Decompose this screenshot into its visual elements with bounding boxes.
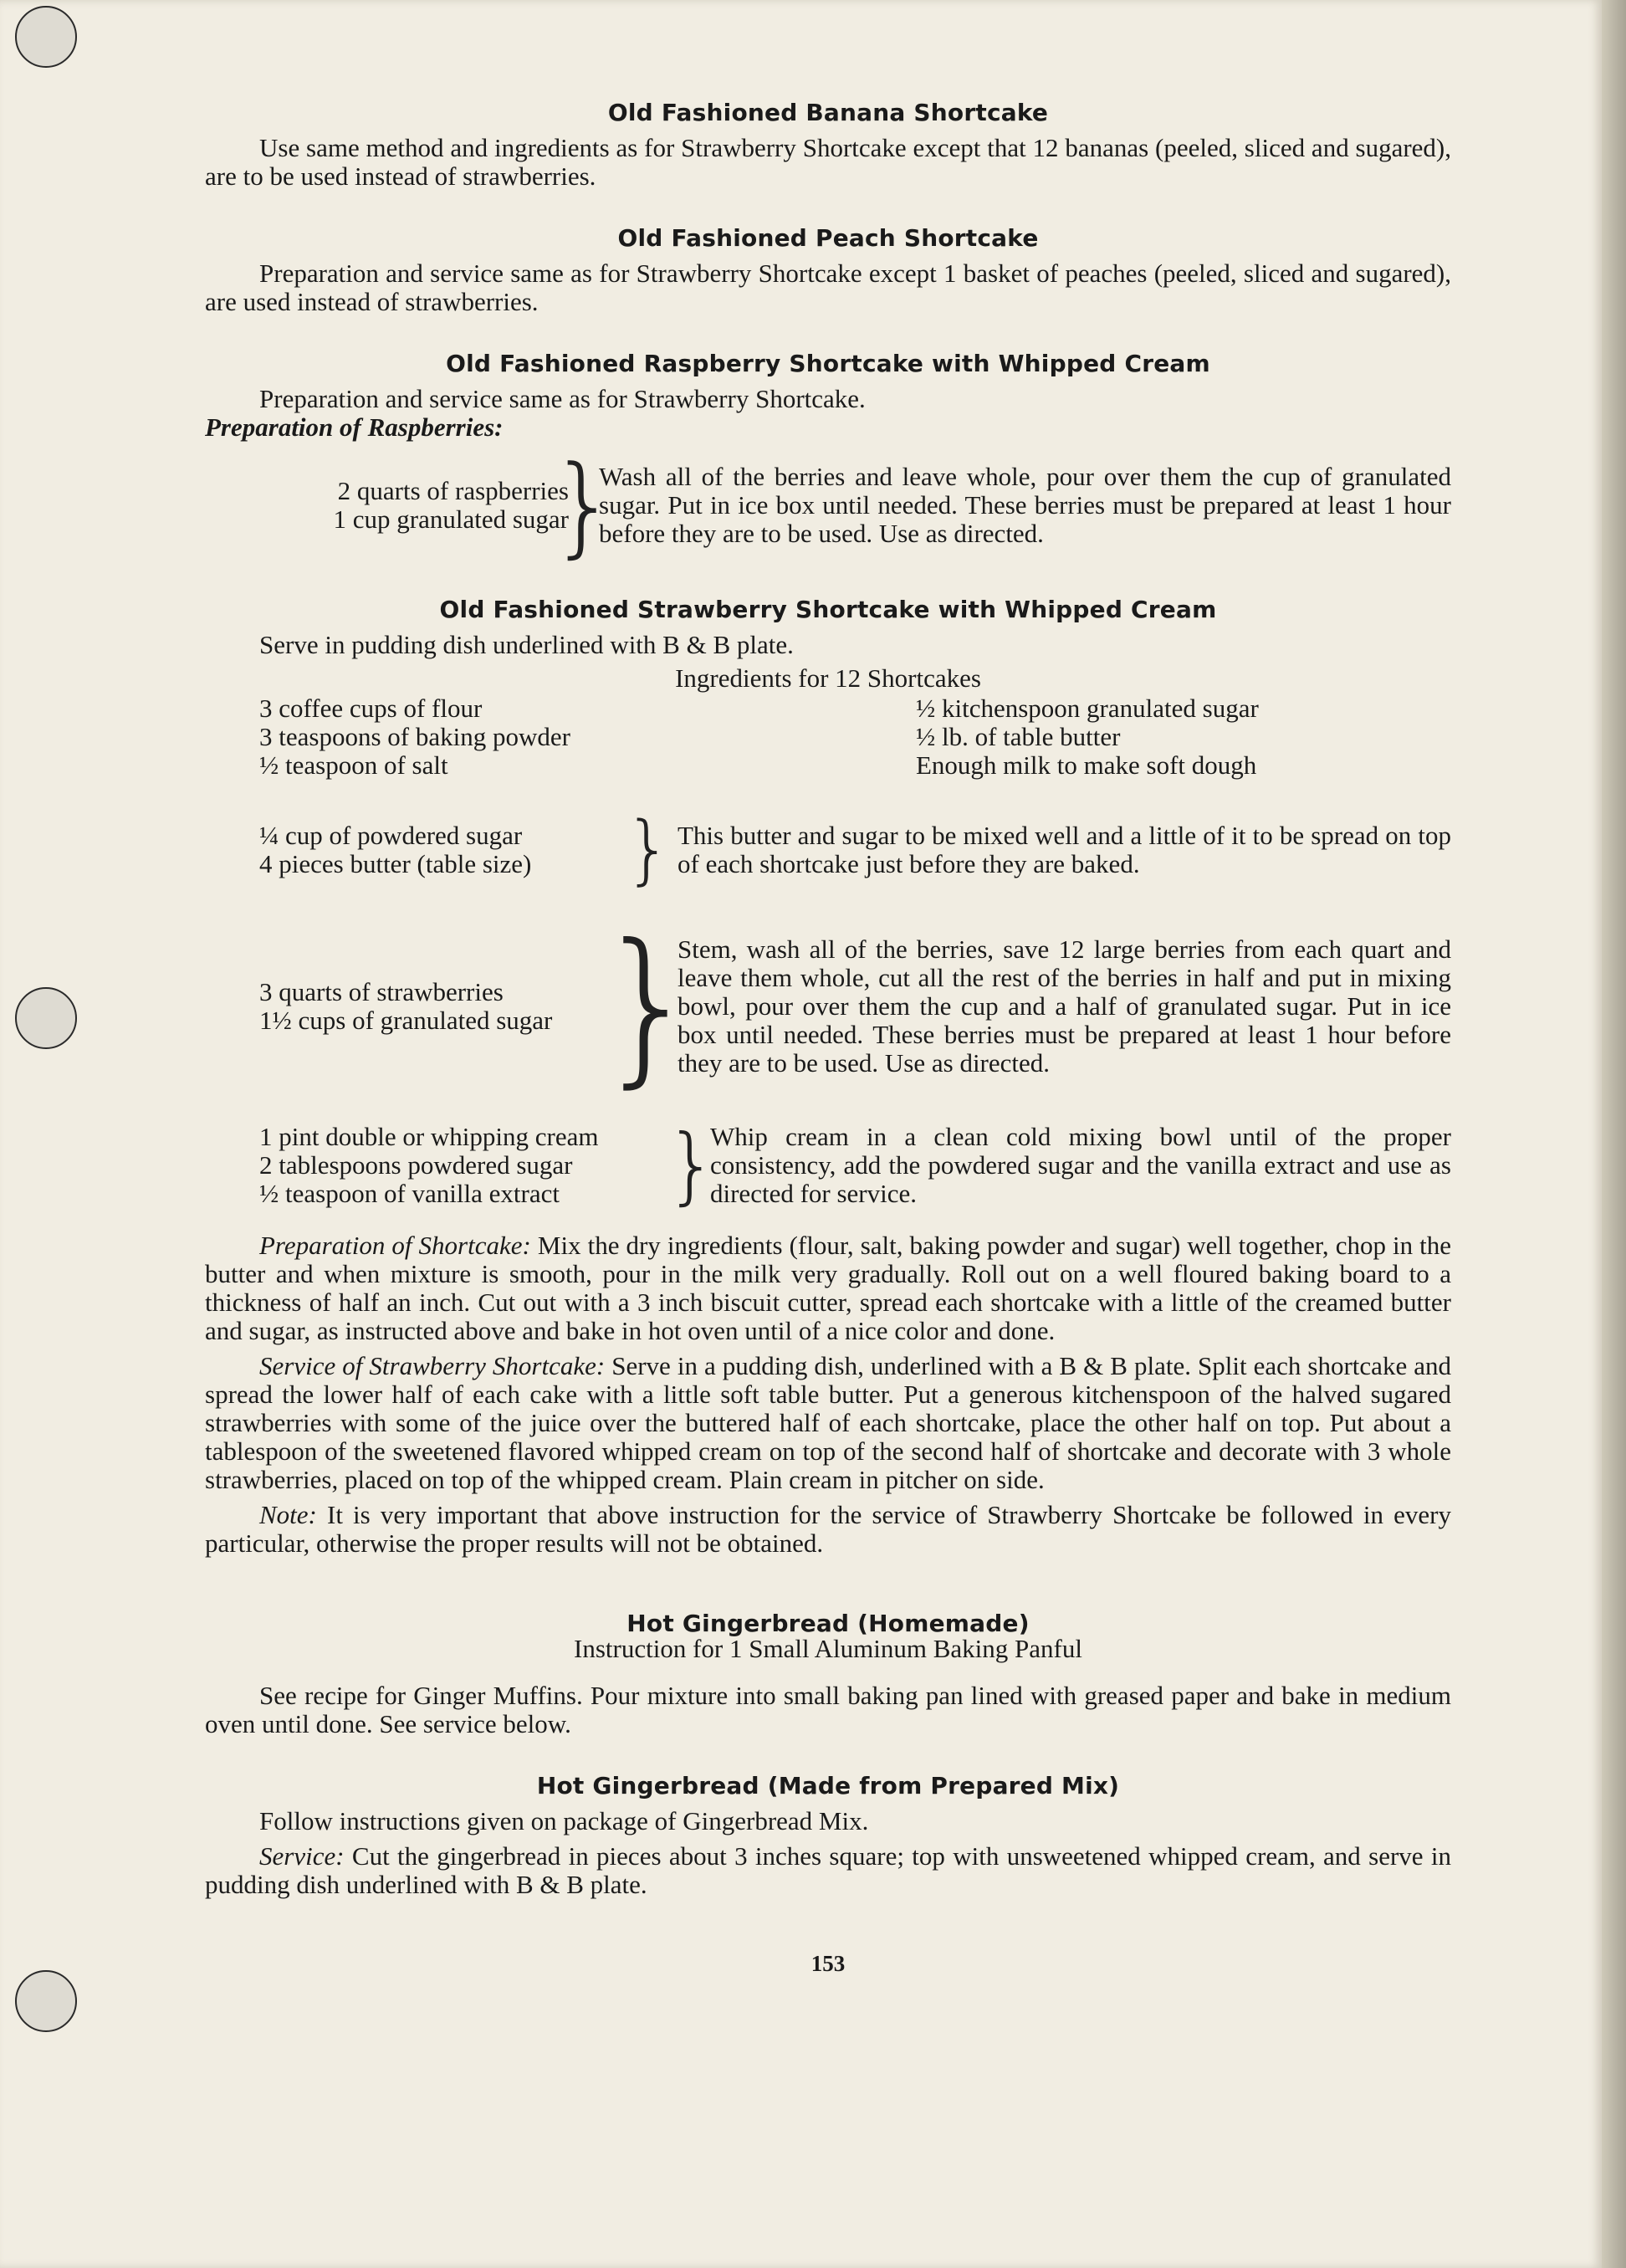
ingredient-item: ½ teaspoon of vanilla extract	[259, 1179, 560, 1208]
note-text: It is very important that above instruction for the service of Strawberry Shortcake be followed in every particular, otherwise the proper results will not be obtained.	[205, 1500, 1451, 1558]
instruction-text: Whip cream in a clean cold mixing bowl until of the proper consistency, add the powdered sugar and the vanilla extract and use as directed for service.	[710, 1122, 1451, 1208]
service-label: Service of Strawberry Shortcake:	[259, 1351, 606, 1380]
strawberry-block	[205, 909, 1451, 1103]
prep-paragraph	[205, 1231, 1451, 1345]
section-title: Old Fashioned Banana Shortcake	[607, 99, 1049, 126]
section-text: Preparation and service same as for Strawberry Shortcake except 1 basket of peaches (peeled, sliced and sugared), are used instead of strawberries.	[205, 259, 1451, 316]
binder-hole	[15, 6, 77, 68]
section-title: Old Fashioned Raspberry Shortcake with Whipped Cream	[446, 350, 1210, 377]
brace-icon: }	[549, 442, 619, 569]
ingredient-item: 2 tablespoons powdered sugar	[259, 1150, 573, 1180]
section-title: Old Fashioned Strawberry Shortcake with Whipped Cream	[439, 596, 1217, 623]
section-text: See recipe for Ginger Muffins. Pour mixture into small baking pan lined with greased paper and bake in medium oven until done. See service below.	[205, 1681, 1451, 1738]
page-content	[205, 99, 1451, 1978]
ingredient-item: 3 coffee cups of flour	[259, 694, 483, 723]
section-subtitle: Instruction for 1 Small Aluminum Baking Panful	[574, 1634, 1082, 1663]
prep-text: Mix the dry ingredients (flour, salt, baking powder and sugar) well together, chop in the butter and when mixture is smooth, pour in the milk very gradually. Roll out on a well floured baking board to a thickness of half an inch. Cut out with a 3 inch biscuit cutter, spread each shortcake with a little of the creamed butter and sugar, as instructed above and bake in hot oven until of a nice color and done.	[205, 1231, 1451, 1345]
ingredient-item: 1 pint double or whipping cream	[259, 1122, 599, 1151]
ingredient-item: ¼ cup of powdered sugar	[259, 821, 523, 850]
ingredient-list	[205, 477, 569, 534]
service-paragraph	[205, 1352, 1451, 1494]
section-text: Use same method and ingredients as for Strawberry Shortcake except that 12 bananas (peeled, sliced and sugared), are to be used instead of strawberries.	[205, 133, 1451, 191]
ingredient-item: 3 teaspoons of baking powder	[259, 722, 570, 751]
service-text: Serve in a pudding dish, underlined with a B & B plate. Split each shortcake and spread the lower half of each cake with a little soft table butter. Put a generous kitchenspoon of the halved sugared strawberries with some of the juice over the buttered half of each shortcake, place the other half on top. Put about a tablespoon of the sweetened flavored whipped cream on top of the second half of shortcake and decorate with 3 whole strawberries, placed on top of the whipped cream. Plain cream in pitcher on side.	[205, 1351, 1451, 1494]
service-paragraph	[205, 1842, 1451, 1899]
section-intro: Serve in pudding dish underlined with B & B plate.	[259, 630, 794, 659]
ingredient-item: ½ lb. of table butter	[916, 722, 1121, 751]
ingredients-title: Ingredients for 12 Shortcakes	[675, 663, 981, 693]
binder-hole	[15, 987, 77, 1049]
note-paragraph	[205, 1501, 1451, 1558]
prep-label: Preparation of Shortcake:	[259, 1231, 531, 1260]
section-title: Hot Gingerbread (Homemade)	[626, 1610, 1030, 1637]
instruction-text: Stem, wash all of the berries, save 12 large berries from each quart and leave them whole, cut all the rest of the berries in half and put in mixing bowl, pour over them the cup and a half of granulated sugar. Put in ice box until needed. These berries must be prepared at least 1 hour before they are to be used. Use as directed.	[678, 934, 1451, 1078]
ingredients-left	[205, 694, 841, 780]
ingredients-right	[916, 694, 1451, 780]
brace-icon: }	[624, 806, 672, 893]
ingredient-item: ½ kitchenspoon granulated sugar	[916, 694, 1259, 723]
binder-hole	[15, 1970, 77, 2032]
ingredient-item: 4 pieces butter (table size)	[259, 849, 532, 878]
butter-block	[205, 808, 1451, 892]
ingredients-grid	[205, 694, 1451, 780]
brace-icon: }	[595, 909, 702, 1103]
brace-icon: }	[665, 1116, 718, 1214]
ingredient-item: 1½ cups of granulated sugar	[259, 1006, 553, 1035]
ingredient-item: ½ teaspoon of salt	[259, 750, 448, 780]
ingredient-list	[205, 1123, 673, 1208]
page-edge	[1602, 0, 1626, 2268]
ingredient-item: 2 quarts of raspberries	[337, 476, 569, 505]
ingredient-item: 1 cup granulated sugar	[333, 504, 569, 534]
instruction-text: Wash all of the berries and leave whole, pour over them the cup of granulated sugar. Put in ice box until needed. These berries must be prepared at least 1 hour before they are to be used. Use as directed.	[599, 462, 1451, 548]
note-label: Note:	[259, 1500, 317, 1529]
section-text: Follow instructions given on package of Gingerbread Mix.	[259, 1806, 869, 1835]
service-text: Cut the gingerbread in pieces about 3 inches square; top with unsweetened whipped cream, and serve in pudding dish underlined with B & B plate.	[205, 1841, 1451, 1899]
instruction-text: This butter and sugar to be mixed well and a little of it to be spread on top of each shortcake just before they are baked.	[678, 821, 1451, 878]
raspberry-block	[205, 442, 1451, 569]
section-title: Old Fashioned Peach Shortcake	[617, 224, 1039, 252]
section-title: Hot Gingerbread (Made from Prepared Mix)	[536, 1772, 1120, 1800]
prep-label: Preparation of Raspberries:	[205, 412, 504, 442]
ingredient-item: 3 quarts of strawberries	[259, 977, 504, 1006]
ingredient-item: Enough milk to make soft dough	[916, 750, 1257, 780]
section-text: Preparation and service same as for Strawberry Shortcake.	[259, 384, 866, 413]
ingredient-list	[205, 822, 619, 878]
ingredient-list	[205, 978, 619, 1035]
service-label: Service:	[259, 1841, 345, 1871]
cream-block	[205, 1116, 1451, 1214]
page-number: 153	[810, 1951, 846, 1976]
